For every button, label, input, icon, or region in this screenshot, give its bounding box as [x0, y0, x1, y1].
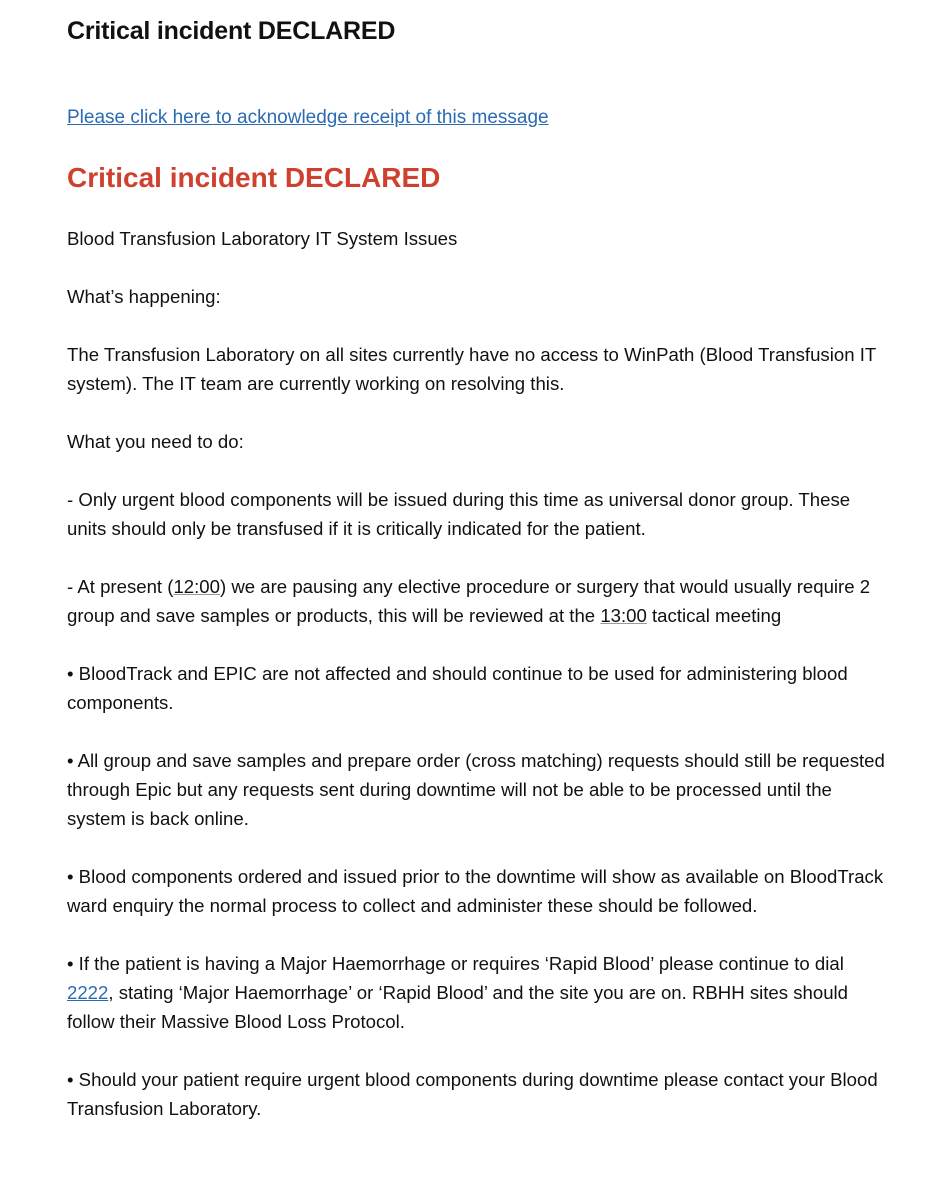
- dash-item-pausing-elective: [67, 572, 887, 630]
- bullet-group-and-save: • All group and save samples and prepare order (cross matching) requests should still be requested through Epic but any requests sent during downtime will not be able to be processed until the system is back online.: [67, 750, 885, 829]
- acknowledge-receipt-link[interactable]: Please click here to acknowledge receipt of this message: [67, 107, 549, 128]
- dash-item-2-part3: tactical meeting: [646, 605, 782, 626]
- dash-item-2-part1: - At present (: [67, 576, 174, 597]
- dash-item-urgent-components: - Only urgent blood components will be issued during this time as universal donor group. These units should only be transfused if it is critically indicated for the patient.: [67, 489, 851, 539]
- bullet-components-prior: • Blood components ordered and issued prior to the downtime will show as available on BloodTrack ward enquiry the normal process to collect and administer these should be followed.: [67, 866, 884, 916]
- bullet-contact-lab: • Should your patient require urgent blood components during downtime please contact your Blood Transfusion Laboratory.: [67, 1069, 878, 1119]
- incident-headline: Critical incident DECLARED: [67, 162, 441, 193]
- phone-2222-link[interactable]: 2222: [67, 982, 109, 1003]
- dash-item-2-part2: ) we are pausing any elective procedure or surgery that would usually require 2 group and save samples or products, this will be reviewed at the: [67, 576, 871, 626]
- bullet-major-haemorrhage: [67, 949, 887, 1036]
- bullet-4-part1: • If the patient is having a Major Haemorrhage or requires ‘Rapid Blood’ please continue to dial: [67, 953, 844, 974]
- time-1300[interactable]: 13:00: [600, 605, 647, 626]
- whats-happening-text: The Transfusion Laboratory on all sites currently have no access to WinPath (Blood Transfusion IT system). The IT team are currently working on resolving this.: [67, 344, 876, 394]
- whats-happening-heading: What’s happening:: [67, 286, 221, 307]
- bullet-4-part2: , stating ‘Major Haemorrhage’ or ‘Rapid Blood’ and the site you are on. RBHH sites should follow their Massive Blood Loss Protocol.: [67, 982, 849, 1032]
- what-to-do-heading: What you need to do:: [67, 431, 244, 452]
- time-1200[interactable]: 12:00: [173, 576, 220, 597]
- message-content: [67, 224, 887, 1152]
- bullet-bloodtrack-epic: • BloodTrack and EPIC are not affected and should continue to be used for administering blood components.: [67, 663, 848, 713]
- email-subject: Critical incident DECLARED: [67, 17, 396, 45]
- intro-line: Blood Transfusion Laboratory IT System Issues: [67, 228, 458, 249]
